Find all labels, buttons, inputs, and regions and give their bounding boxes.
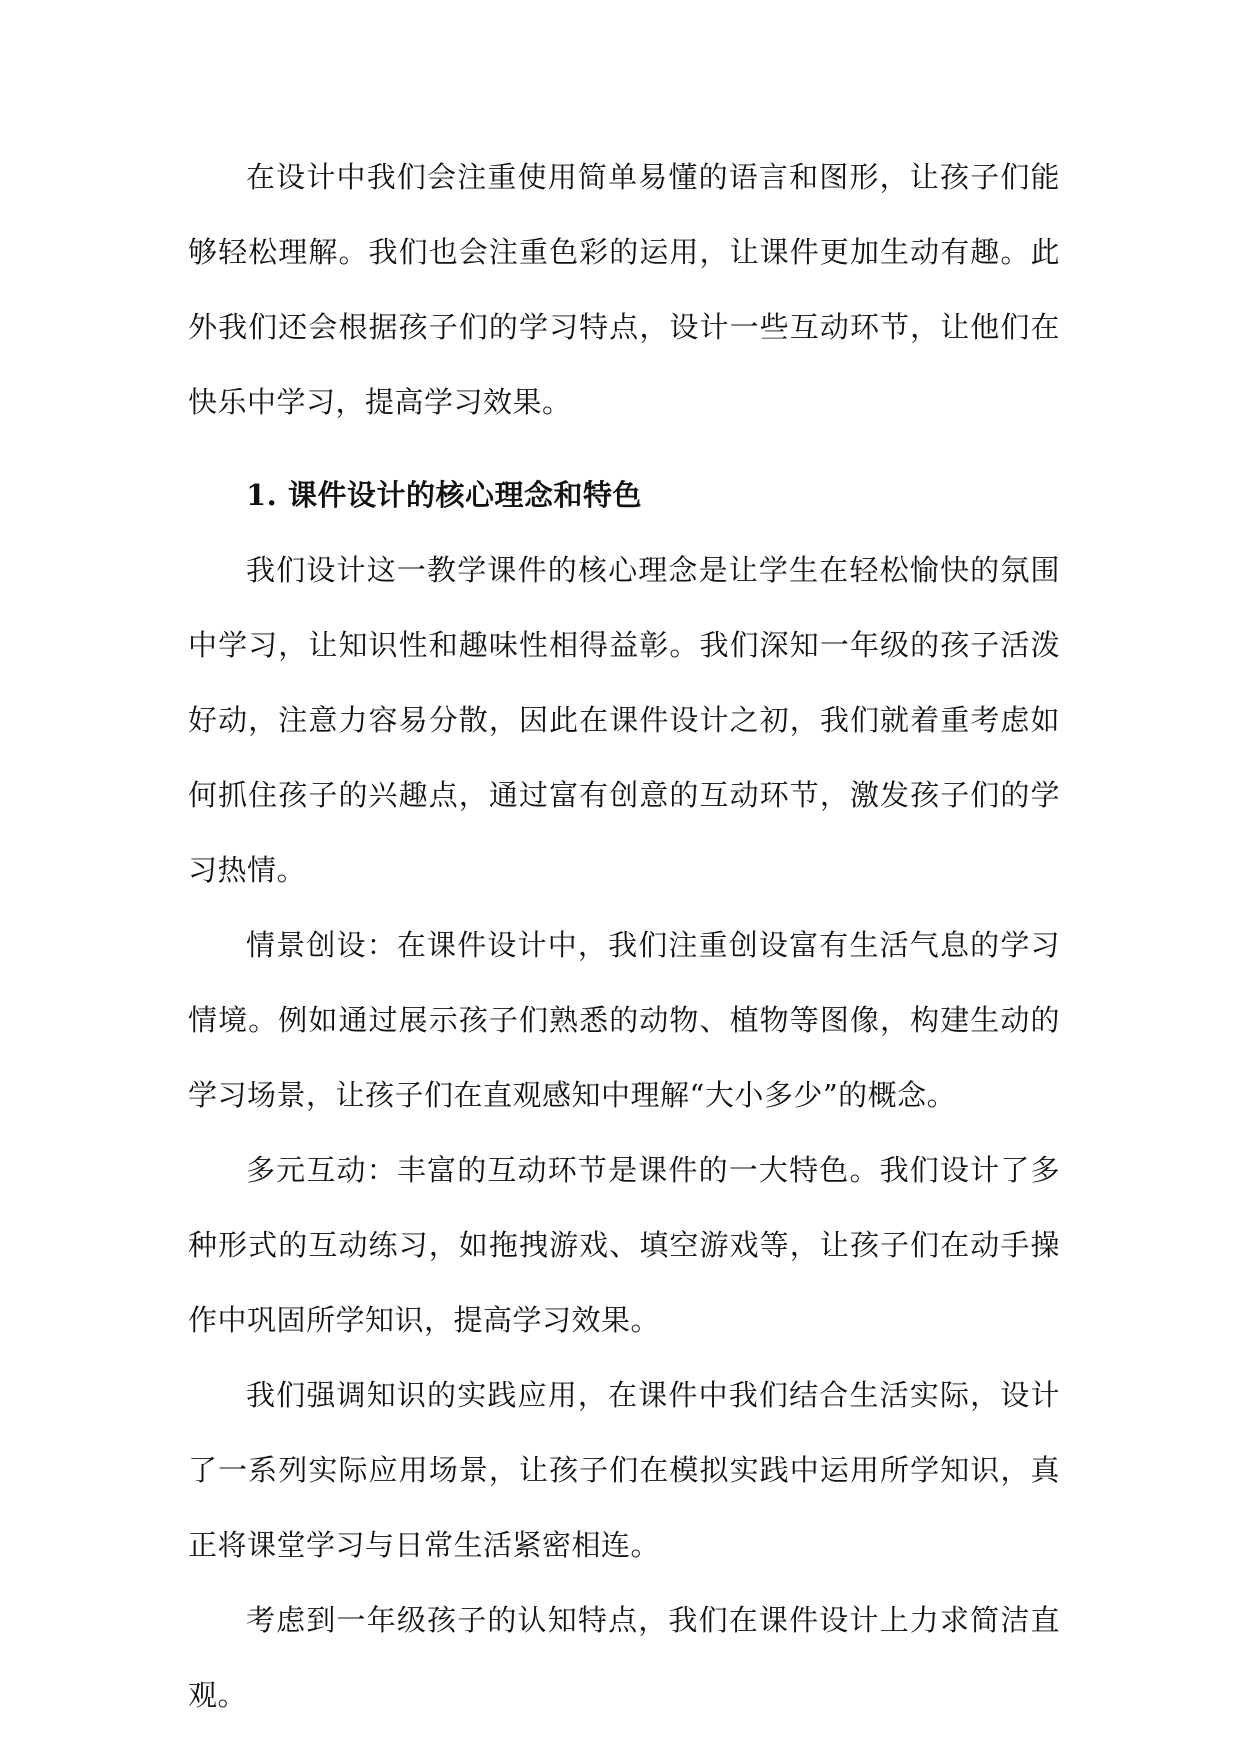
paragraph-interaction: 多元互动：丰富的互动环节是课件的一大特色。我们设计了多种形式的互动练习，如拖拽游戏、填空游戏等，让孩子们在动手操作中巩固所学知识，提高学习效果。	[188, 1153, 1060, 1337]
paragraph-core-concept: 我们设计这一教学课件的核心理念是让学生在轻松愉快的氛围中学习，让知识性和趣味性相得益彰。我们深知一年级的孩子活泼好动，注意力容易分散，因此在课件设计之初，我们就着重考虑如何抓住孩子的兴趣点，通过富有创意的互动环节，激发孩子们的学习热情。	[188, 553, 1060, 887]
paragraph-intro: 在设计中我们会注重使用简单易懂的语言和图形，让孩子们能够轻松理解。我们也会注重色彩的运用，让课件更加生动有趣。此外我们还会根据孩子们的学习特点，设计一些互动环节，让他们在快乐中学习，提高学习效果。	[188, 160, 1060, 419]
paragraph-cognition: 考虑到一年级孩子的认知特点，我们在课件设计上力求简洁直观。	[188, 1603, 1060, 1712]
paragraph-practice: 我们强调知识的实践应用，在课件中我们结合生活实际，设计了一系列实际应用场景，让孩子们在模拟实践中运用所学知识，真正将课堂学习与日常生活紧密相连。	[188, 1378, 1060, 1562]
document-body	[188, 140, 1060, 1733]
paragraph-scenario: 情景创设：在课件设计中，我们注重创设富有生活气息的学习情境。例如通过展示孩子们熟悉的动物、植物等图像，构建生动的学习场景，让孩子们在直观感知中理解“大小多少”的概念。	[188, 928, 1060, 1112]
section-number: 1.	[246, 478, 278, 512]
section-title: 课件设计的核心理念和特色	[288, 478, 643, 512]
section-heading	[188, 458, 1060, 533]
